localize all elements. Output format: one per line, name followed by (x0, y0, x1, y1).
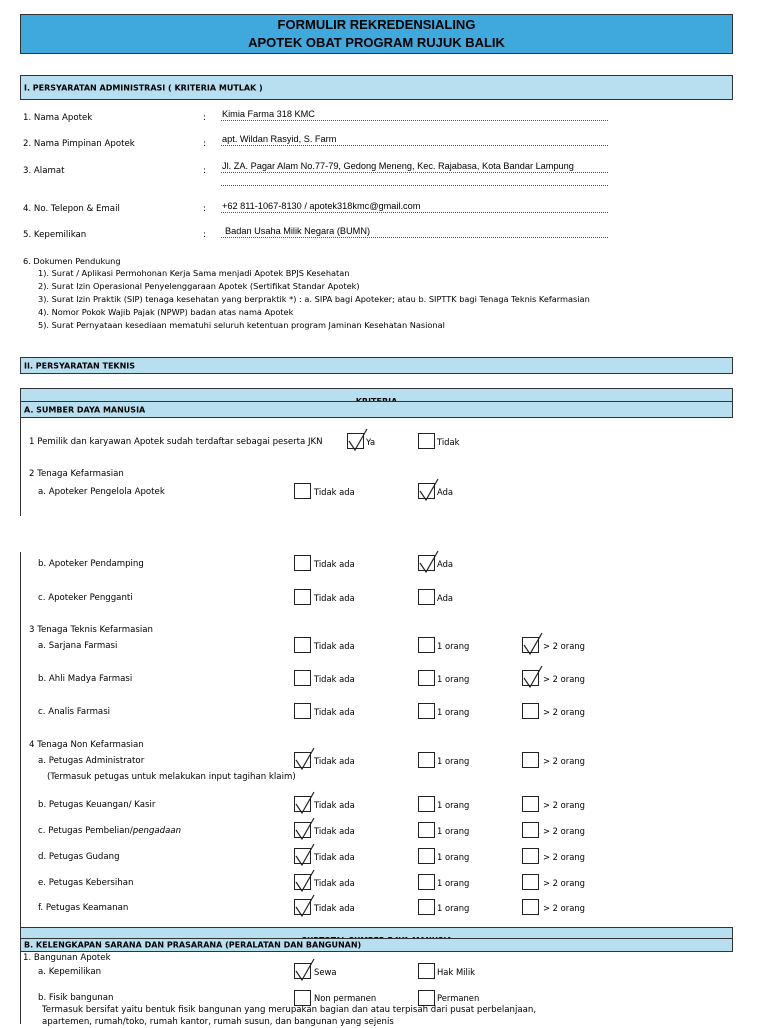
checkbox-1-orang[interactable] (418, 874, 435, 890)
row-petugas-keuangan: b. Petugas Keuangan/ Kasir (38, 800, 156, 810)
table-left-border (20, 552, 21, 1024)
field-colon: : (203, 113, 206, 123)
field-label-telepon-email: 4. No. Telepon & Email (23, 204, 120, 214)
checkbox-2-orang[interactable] (522, 796, 539, 812)
field-value-kepemilikan[interactable]: Badan Usaha Milik Negara (BUMN) (225, 226, 371, 236)
docs-title: 6. Dokumen Pendukung (23, 256, 121, 266)
option-label: Tidak ada (314, 903, 355, 913)
checkbox-ada[interactable] (418, 483, 435, 499)
option-label: Tidak ada (314, 641, 355, 651)
option-label: Tidak ada (314, 559, 355, 569)
checkbox-tidak-ada[interactable] (294, 589, 311, 605)
checkbox-1-orang[interactable] (418, 703, 435, 719)
option-label: > 2 orang (543, 826, 585, 836)
form-title-line1: FORMULIR REKREDENSIALING (277, 17, 476, 32)
field-value-nama-pimpinan[interactable]: apt. Wildan Rasyid, S. Farm (222, 134, 337, 144)
checkbox-1-orang[interactable] (418, 848, 435, 864)
checkbox-ada[interactable] (418, 555, 435, 571)
group-tenaga-kefarmasian: 2 Tenaga Kefarmasian (29, 469, 124, 479)
checkbox-tidak-ada[interactable] (294, 483, 311, 499)
field-value-nama-apotek[interactable]: Kimia Farma 318 KMC (222, 109, 315, 119)
checkbox-2-orang[interactable] (522, 848, 539, 864)
field-label-nama-pimpinan: 2. Nama Pimpinan Apotek (23, 139, 135, 149)
row-note: Termasuk bersifat yaitu bentuk fisik bangunan yang merupakan bagian dan atau terpisah dari pusat perbelanjaan, (42, 1005, 537, 1015)
row-sarjana-farmasi: a. Sarjana Farmasi (38, 641, 118, 651)
question-peserta-jkn: 1 Pemilik dan karyawan Apotek sudah terdaftar sebagai peserta JKN (29, 437, 323, 447)
option-label: Ada (437, 559, 454, 569)
checkbox-1-orang[interactable] (418, 637, 435, 653)
field-underline (221, 172, 608, 173)
checkbox-ada[interactable] (418, 589, 435, 605)
option-label: 1 orang (437, 756, 470, 766)
checkbox-ya[interactable] (347, 433, 364, 449)
checkbox-permanen[interactable] (418, 990, 435, 1006)
field-colon: : (203, 230, 206, 240)
row-petugas-gudang: d. Petugas Gudang (38, 852, 120, 862)
row-petugas-kebersihan: e. Petugas Kebersihan (38, 878, 134, 888)
checkbox-tidak-ada[interactable] (294, 637, 311, 653)
option-label: > 2 orang (543, 878, 585, 888)
checkbox-2-orang[interactable] (522, 670, 539, 686)
row-petugas-keamanan: f. Petugas Keamanan (38, 903, 129, 913)
row-ahli-madya: b. Ahli Madya Farmasi (38, 674, 133, 684)
section-2-header: II. PERSYARATAN TEKNIS (20, 357, 733, 374)
option-label: 1 orang (437, 707, 470, 717)
check-icon (294, 958, 316, 982)
option-label: 1 orang (437, 903, 470, 913)
check-icon (522, 632, 544, 656)
docs-item: 1). Surat / Aplikasi Permohonan Kerja Sama menjadi Apotek BPJS Kesehatan (38, 268, 350, 278)
option-label: Permanen (437, 993, 480, 1003)
checkbox-tidak-ada[interactable] (294, 874, 311, 890)
kriteria-header (20, 388, 733, 402)
checkbox-tidak-ada[interactable] (294, 899, 311, 915)
check-icon (294, 817, 316, 841)
option-label: 1 orang (437, 800, 470, 810)
field-colon: : (203, 139, 206, 149)
docs-item: 3). Surat Izin Praktik (SIP) tenaga kesehatan yang berpraktik *) : a. SIPA bagi Apoteker; atau b. SIPTTK bagi Tenaga Teknis Kefarmasian (38, 294, 590, 304)
row-apoteker-pendamping: b. Apoteker Pendamping (38, 559, 144, 569)
option-label: Tidak ada (314, 852, 355, 862)
option-label: > 2 orang (543, 903, 585, 913)
option-label: Ya (366, 437, 376, 447)
option-label: Tidak ada (314, 674, 355, 684)
field-value-telepon-email[interactable]: +62 811-1067-8130 / apotek318kmc@gmail.com (222, 201, 421, 211)
field-underline (221, 212, 608, 213)
group-tenaga-non-kefarmasian: 4 Tenaga Non Kefarmasian (29, 740, 144, 750)
option-label: 1 orang (437, 826, 470, 836)
checkbox-tidak-ada[interactable] (294, 703, 311, 719)
section-b-header: B. KELENGKAPAN SARANA DAN PRASARANA (PERALATAN DAN BANGUNAN) (20, 938, 733, 952)
checkbox-2-orang[interactable] (522, 899, 539, 915)
option-label: > 2 orang (543, 756, 585, 766)
row-note: (Termasuk petugas untuk melakukan input tagihan klaim) (47, 772, 296, 782)
docs-item: 2). Surat Izin Operasional Penyelenggaraan Apotek (Sertifikat Standar Apotek) (38, 281, 360, 291)
checkbox-hak-milik[interactable] (418, 963, 435, 979)
docs-item: 4). Nomor Pokok Wajib Pajak (NPWP) badan atas nama Apotek (38, 307, 294, 317)
form-title-line2: APOTEK OBAT PROGRAM RUJUK BALIK (248, 35, 505, 50)
checkbox-tidak-ada[interactable] (294, 848, 311, 864)
field-label-kepemilikan: 5. Kepemilikan (23, 230, 87, 240)
docs-item: 5). Surat Pernyataan kesediaan mematuhi seluruh ketentuan program Jaminan Kesehatan Nasional (38, 320, 445, 330)
checkbox-tidak-ada[interactable] (294, 796, 311, 812)
checkbox-non-permanen[interactable] (294, 990, 311, 1006)
option-label: > 2 orang (543, 800, 585, 810)
option-label: Sewa (314, 967, 337, 977)
check-icon (294, 869, 316, 893)
checkbox-2-orang[interactable] (522, 703, 539, 719)
option-label: Tidak ada (314, 756, 355, 766)
option-label: Tidak ada (314, 826, 355, 836)
row-note: apartemen, rumah/toko, rumah kantor, rumah susun, dan bangunan yang sejenis (42, 1017, 394, 1027)
checkbox-tidak-ada[interactable] (294, 555, 311, 571)
section-1-header: I. PERSYARATAN ADMINISTRASI ( KRITERIA MUTLAK ) (20, 75, 733, 100)
option-label: 1 orang (437, 852, 470, 862)
option-label: 1 orang (437, 674, 470, 684)
group-bangunan-apotek: 1. Bangunan Apotek (23, 953, 111, 963)
option-label: Tidak (437, 437, 460, 447)
option-label: 1 orang (437, 641, 470, 651)
check-icon (294, 791, 316, 815)
field-colon: : (203, 204, 206, 214)
check-icon (294, 894, 316, 918)
option-label: > 2 orang (543, 641, 585, 651)
checkbox-1-orang[interactable] (418, 822, 435, 838)
checkbox-2-orang[interactable] (522, 874, 539, 890)
check-icon (294, 843, 316, 867)
option-label: Tidak ada (314, 800, 355, 810)
checkbox-1-orang[interactable] (418, 796, 435, 812)
option-label: Tidak ada (314, 707, 355, 717)
field-underline (221, 185, 608, 186)
section-a-header: A. SUMBER DAYA MANUSIA (20, 401, 733, 418)
group-tenaga-teknis: 3 Tenaga Teknis Kefarmasian (29, 625, 153, 635)
field-underline (221, 237, 608, 238)
row-petugas-administrator: a. Petugas Administrator (38, 756, 145, 766)
field-underline (221, 120, 608, 121)
row-apoteker-pengganti: c. Apoteker Pengganti (38, 593, 133, 603)
field-value-alamat[interactable]: Jl. ZA. Pagar Alam No.77-79, Gedong Meneng, Kec. Rajabasa, Kota Bandar Lampung (222, 161, 574, 171)
option-label: > 2 orang (543, 707, 585, 717)
field-colon: : (203, 166, 206, 176)
row-apoteker-pengelola: a. Apoteker Pengelola Apotek (38, 487, 165, 497)
table-left-border (20, 418, 21, 516)
field-label-nama-apotek: 1. Nama Apotek (23, 113, 93, 123)
checkbox-tidak[interactable] (418, 433, 435, 449)
checkbox-tidak-ada[interactable] (294, 752, 311, 768)
option-label: Hak Milik (437, 967, 475, 977)
checkbox-1-orang[interactable] (418, 670, 435, 686)
checkbox-sewa[interactable] (294, 963, 311, 979)
row-fisik-bangunan: b. Fisik bangunan (38, 993, 114, 1003)
option-label: Ada (437, 593, 454, 603)
checkbox-2-orang[interactable] (522, 752, 539, 768)
option-label: > 2 orang (543, 674, 585, 684)
check-icon (294, 747, 316, 771)
check-icon (522, 665, 544, 689)
field-underline (221, 145, 608, 146)
option-label: Tidak ada (314, 593, 355, 603)
checkbox-1-orang[interactable] (418, 752, 435, 768)
checkbox-tidak-ada[interactable] (294, 822, 311, 838)
checkbox-tidak-ada[interactable] (294, 670, 311, 686)
checkbox-1-orang[interactable] (418, 899, 435, 915)
option-label: Tidak ada (314, 487, 355, 497)
row-petugas-pembelian: c. Petugas Pembelian/pengadaan (38, 826, 182, 836)
row-analis-farmasi: c. Analis Farmasi (38, 707, 111, 717)
checkbox-2-orang[interactable] (522, 822, 539, 838)
option-label: Tidak ada (314, 878, 355, 888)
field-label-alamat: 3. Alamat (23, 166, 65, 176)
form-header (20, 14, 733, 54)
option-label: 1 orang (437, 878, 470, 888)
checkbox-2-orang[interactable] (522, 637, 539, 653)
option-label: Ada (437, 487, 454, 497)
option-label: > 2 orang (543, 852, 585, 862)
row-kepemilikan-bangunan: a. Kepemilikan (38, 967, 102, 977)
option-label: Non permanen (314, 993, 377, 1003)
